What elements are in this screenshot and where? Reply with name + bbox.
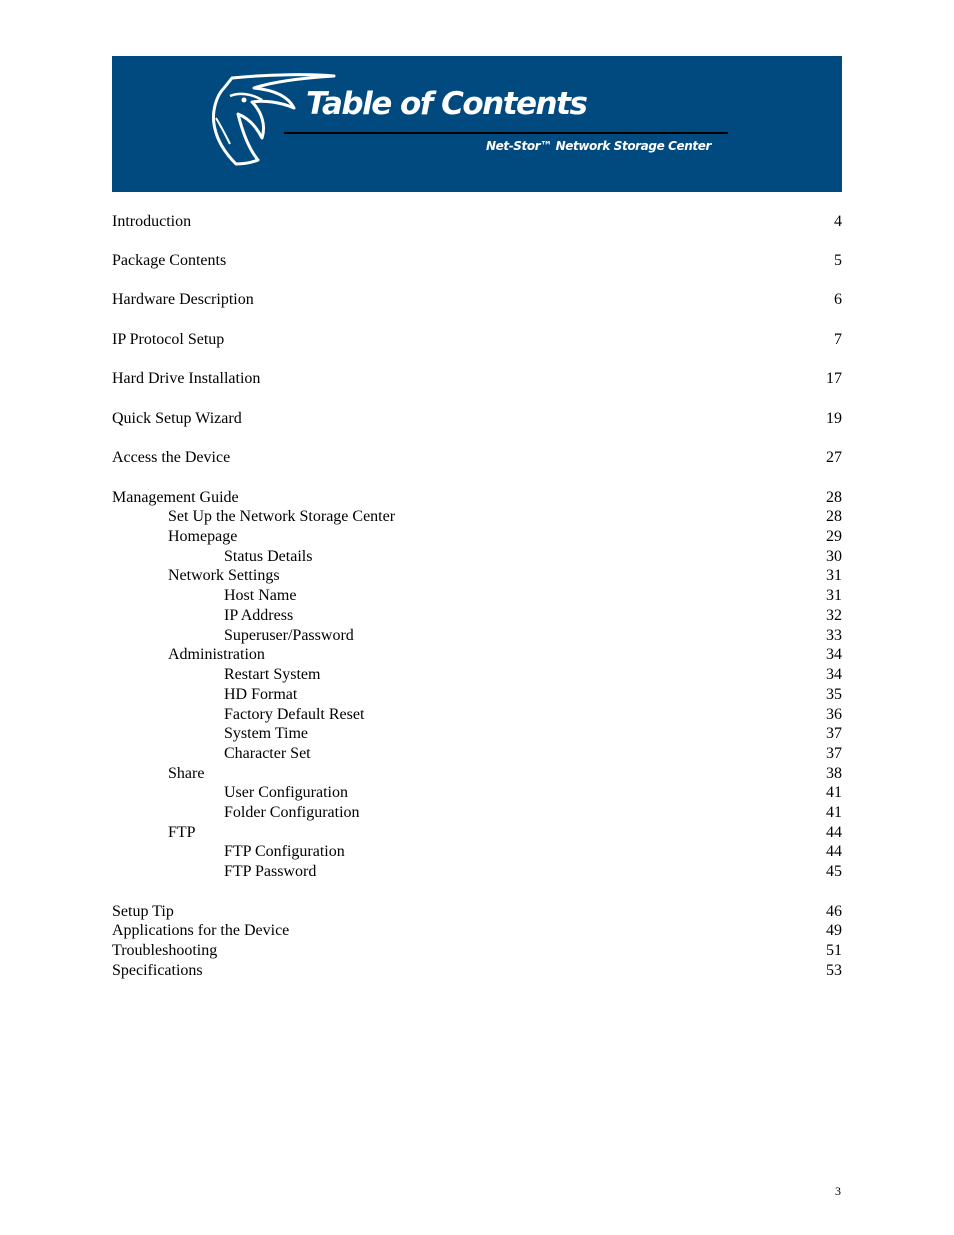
toc-entry-page: 29 [826,528,842,545]
toc-entry [112,606,842,626]
toc-entry-page: 45 [826,863,842,880]
toc-entry [112,448,842,468]
toc-entry [112,330,842,350]
toc-entry-page: 35 [826,686,842,703]
toc-entry [112,212,842,232]
toc-entry [112,705,842,725]
toc-entry [112,290,842,310]
toc-entry-label: Homepage [168,528,238,545]
toc-entry [112,369,842,389]
bird-head-logo-icon [112,56,842,192]
toc-entry-label: Superuser/Password [224,627,354,644]
toc-entry [112,251,842,271]
toc-entry [112,527,842,547]
toc-entry-page: 49 [826,922,842,939]
toc-entry-page: 30 [826,548,842,565]
toc-entry [112,626,842,646]
toc-entry-page: 27 [826,449,842,466]
toc-entry-page: 4 [834,213,842,230]
toc-entry [112,842,842,862]
toc-entry-label: FTP Configuration [224,843,345,860]
toc-entry-label: Character Set [224,745,311,762]
toc-entry-label: Factory Default Reset [224,706,365,723]
toc-entry-page: 31 [826,587,842,604]
toc-entry-label: FTP [168,824,196,841]
toc-entry-label: Share [168,765,205,782]
toc-entry-label: Set Up the Network Storage Center [168,508,396,525]
toc-entry-label: Host Name [224,587,297,604]
toc-entry-label: Hard Drive Installation [112,370,261,387]
toc-entry-page: 37 [826,725,842,742]
toc-entry [112,488,842,508]
toc-entry [112,724,842,744]
toc-entry [112,783,842,803]
toc-entry-page: 28 [826,489,842,506]
toc-entry-page: 32 [826,607,842,624]
toc-entry-page: 38 [826,765,842,782]
banner-divider [284,132,728,134]
toc-entry-page: 6 [834,291,842,308]
toc-entry-label: Management Guide [112,489,239,506]
toc-entry [112,586,842,606]
toc-entry [112,547,842,567]
toc-entry-page: 28 [826,508,842,525]
toc-entry-label: Package Contents [112,252,227,269]
toc-entry-label: User Configuration [224,784,348,801]
toc-entry-page: 44 [826,843,842,860]
toc-entry [112,685,842,705]
toc-entry [112,921,842,941]
toc-entry-page: 5 [834,252,842,269]
toc-entry-label: Network Settings [168,567,280,584]
toc-entry-page: 51 [826,942,842,959]
toc-entry-label: System Time [224,725,309,742]
toc-entry-page: 41 [826,784,842,801]
toc-entry [112,566,842,586]
toc-entry-label: Troubleshooting [112,942,218,959]
toc-entry-page: 34 [826,646,842,663]
toc-entry-page: 46 [826,903,842,920]
toc-entry-page: 31 [826,567,842,584]
banner-subtitle: Net-Stor™ Network Storage Center [486,139,711,153]
toc-entry-page: 37 [826,745,842,762]
page-number: 3 [835,1184,841,1198]
toc-entry-label: Specifications [112,962,203,979]
toc-entry-page: 41 [826,804,842,821]
toc-entry-label: Setup Tip [112,903,174,920]
banner-title: Table of Contents [306,86,587,122]
toc-entry-page: 34 [826,666,842,683]
toc-entry [112,507,842,527]
toc-entry-label: Hardware Description [112,291,254,308]
toc-entry-label: Restart System [224,666,321,683]
toc-entry [112,744,842,764]
toc-entry-label: Quick Setup Wizard [112,410,242,427]
toc-entry-page: 17 [826,370,842,387]
toc-entry [112,961,842,981]
toc-entry-label: Access the Device [112,449,231,466]
toc-entry-label: IP Protocol Setup [112,331,225,348]
toc-entry-label: Folder Configuration [224,804,360,821]
toc-entry [112,902,842,922]
toc-entry [112,823,842,843]
toc-entry-label: FTP Password [224,863,317,880]
toc-entry-page: 44 [826,824,842,841]
toc-entry-label: HD Format [224,686,298,703]
toc-entry [112,862,842,882]
toc-entry-label: Status Details [224,548,313,565]
toc-entry [112,409,842,429]
toc-entry-page: 36 [826,706,842,723]
toc-entry-page: 53 [826,962,842,979]
toc-entry [112,941,842,961]
toc-entry-label: Applications for the Device [112,922,290,939]
toc-entry-page: 19 [826,410,842,427]
toc-entry-label: IP Address [224,607,294,624]
toc-entry [112,645,842,665]
header-banner [112,56,842,192]
toc-entry [112,665,842,685]
toc-entry-page: 33 [826,627,842,644]
toc-entry-page: 7 [834,331,842,348]
toc-entry [112,764,842,784]
toc-entry-label: Introduction [112,213,192,230]
toc-entry [112,803,842,823]
toc-entry-label: Administration [168,646,265,663]
